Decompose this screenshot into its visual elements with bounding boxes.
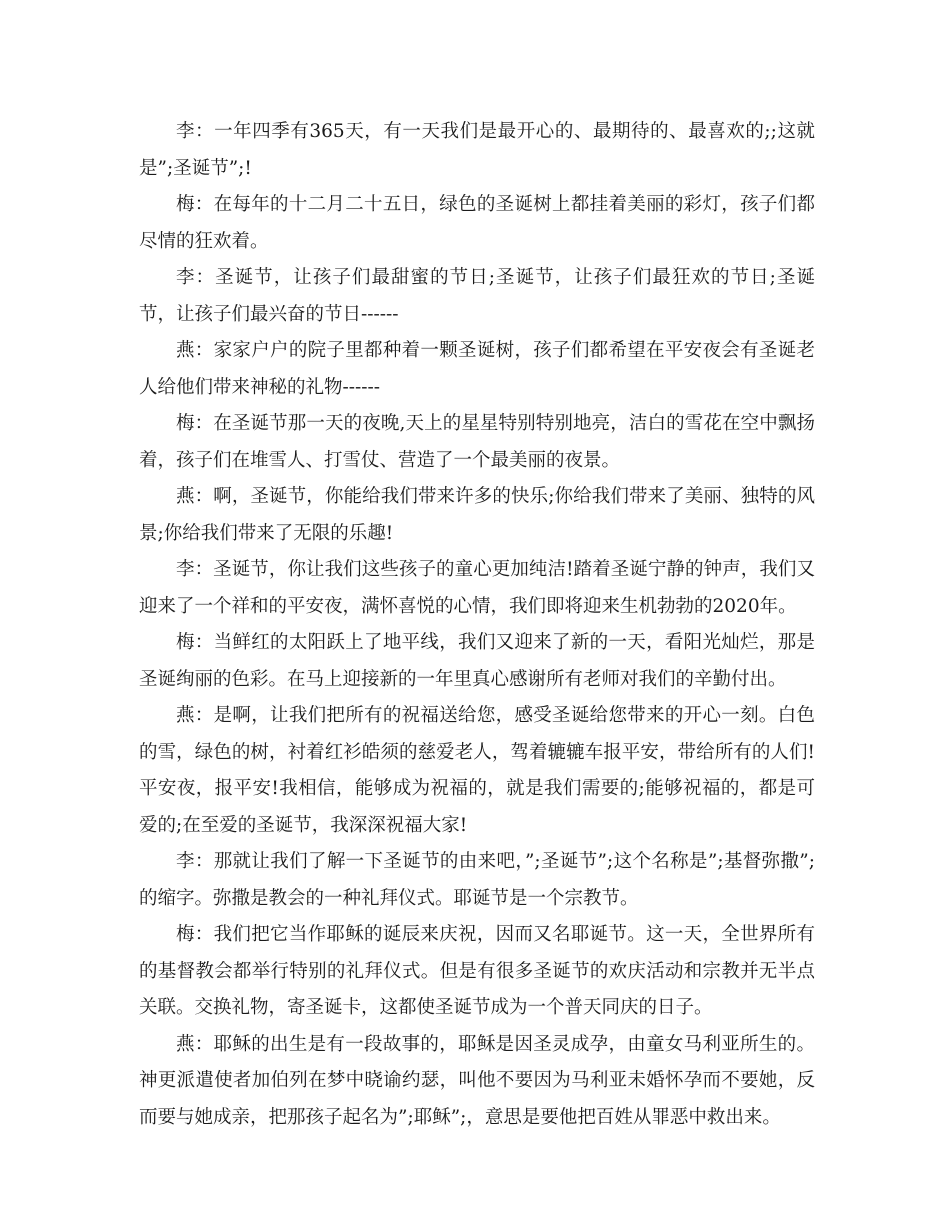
paragraph-yan-4: 燕：耶稣的出生是有一段故事的，耶稣是因圣灵成孕，由童女马利亚所生的。神更派遣使者加伯列在梦中晓谕约瑟，叫他不要因为马利亚未婚怀孕而不要她，反而要与她成亲，把那孩子起名为”;耶稣”;，意思是要他把百姓从罪恶中救出来。 xyxy=(139,1033,815,1128)
paragraph-mei-3: 梅：当鲜红的太阳跃上了地平线，我们又迎来了新的一天，看阳光灿烂，那是圣诞绚丽的色彩。在马上迎接新的一年里真心感谢所有老师对我们的辛勤付出。 xyxy=(139,632,815,690)
paragraph-mei-2: 梅：在圣诞节那一天的夜晚,天上的星星特别特别地亮，洁白的雪花在空中飘扬着，孩子们在堆雪人、打雪仗、营造了一个最美丽的夜景。 xyxy=(139,413,815,471)
paragraph-li-1: 李：一年四季有365天，有一天我们是最开心的、最期待的、最喜欢的;;这就是”;圣诞节”;! xyxy=(139,121,815,179)
document-body xyxy=(139,114,815,1136)
paragraph-yan-2: 燕：啊，圣诞节，你能给我们带来许多的快乐;你给我们带来了美丽、独特的风景;你给我们带来了无限的乐趣! xyxy=(139,486,815,544)
paragraph-yan-1: 燕：家家户户的院子里都种着一颗圣诞树，孩子们都希望在平安夜会有圣诞老人给他们带来神秘的礼物------ xyxy=(139,340,815,398)
paragraph-mei-1: 梅：在每年的十二月二十五日，绿色的圣诞树上都挂着美丽的彩灯，孩子们都尽情的狂欢着。 xyxy=(139,194,815,252)
paragraph-mei-4: 梅：我们把它当作耶稣的诞辰来庆祝，因而又名耶诞节。这一天，全世界所有的基督教会都举行特别的礼拜仪式。但是有很多圣诞节的欢庆活动和宗教并无半点关联。交换礼物，寄圣诞卡，这都使圣诞节成为一个普天同庆的日子。 xyxy=(139,924,815,1018)
paragraph-li-4: 李：那就让我们了解一下圣诞节的由来吧，”;圣诞节”;这个名称是”;基督弥撒”;的缩字。弥撒是教会的一种礼拜仪式。耶诞节是一个宗教节。 xyxy=(139,851,815,909)
paragraph-yan-3: 燕：是啊，让我们把所有的祝福送给您，感受圣诞给您带来的开心一刻。白色的雪，绿色的树，衬着红衫皓须的慈爱老人，驾着辘辘车报平安，带给所有的人们!平安夜，报平安!我相信，能够成为祝福的，就是我们需要的;能够祝福的，都是可爱的;在至爱的圣诞节，我深深祝福大家! xyxy=(139,705,815,836)
paragraph-li-3: 李：圣诞节，你让我们这些孩子的童心更加纯洁!踏着圣诞宁静的钟声，我们又迎来了一个祥和的平安夜，满怀喜悦的心情，我们即将迎来生机勃勃的2020年。 xyxy=(139,559,815,617)
paragraph-li-2: 李：圣诞节，让孩子们最甜蜜的节日;圣诞节，让孩子们最狂欢的节日;圣诞节，让孩子们最兴奋的节日------ xyxy=(139,267,815,325)
